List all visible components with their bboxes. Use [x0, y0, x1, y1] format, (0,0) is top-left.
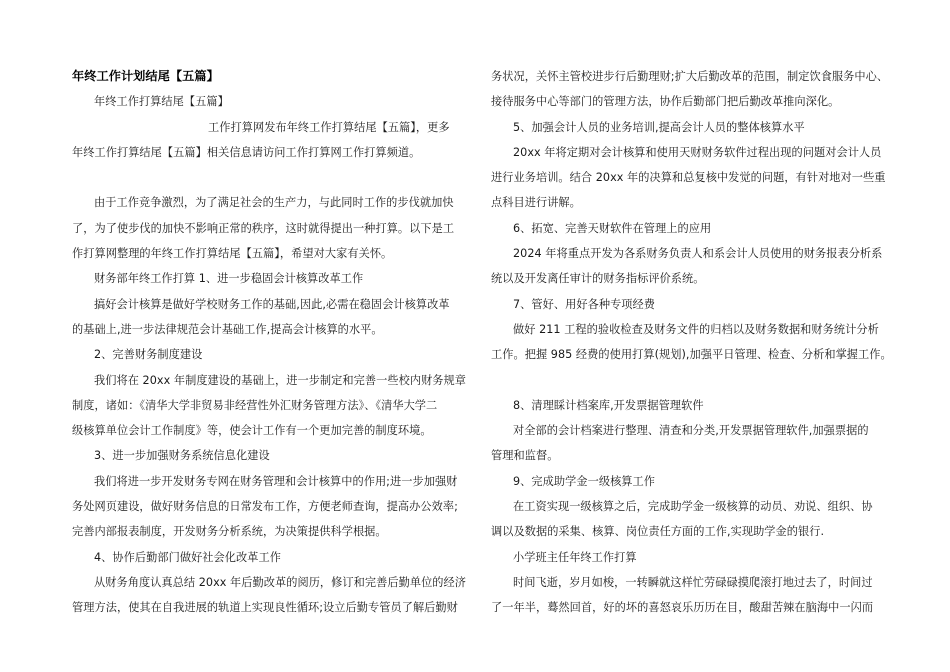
section-heading: 8、清理睬计档案库,开发票据管理软件 [513, 398, 704, 412]
left-column [72, 64, 467, 621]
paragraph-line: 搞好会计核算是做好学校财务工作的基础,因此,必需在稳固会计核算改革 [94, 297, 450, 311]
paragraph-line: 作打算网整理的年终工作打算结尾【五篇】，希望对大家有关怀。 [72, 247, 393, 261]
section-heading: 2、完善财务制度建设 [94, 348, 203, 362]
paragraph-line: 20xx 年将定期对会计核算和使用天财财务软件过程出现的问题对会计人员 [513, 145, 882, 159]
paragraph-line: 完善内部报表制度，开发财务分析系统，为决策提供科学根据。 [72, 525, 387, 539]
paragraph-line: 工作。把握 985 经费的使用打算(规划),加强平日管理、检查、分析和掌握工作。 [491, 348, 892, 362]
paragraph-line: 接待服务中心等部门的管理方法，协作后勤部门把后勤改革推向深化。 [491, 95, 840, 109]
section-heading: 4、协作后勤部门做好社会化改革工作 [94, 550, 281, 564]
paragraph-line: 对全部的会计档案进行整理、清查和分类,开发票据管理软件,加强票据的 [513, 424, 869, 438]
section-heading: 7、管好、用好各种专项经费 [513, 297, 656, 311]
paragraph-line: 调以及数据的采集、核算、岗位责任方面的工作,实现助学金的银行. [491, 525, 825, 539]
paragraph-line: 务处网页建设，做好财务信息的日常发布工作，方便老师查询，提高办公效率; [72, 500, 458, 514]
paragraph-line: 级核算单位会计工作制度》等，使会计工作有一个更加完善的制度环境。 [72, 424, 432, 438]
paragraph-line: 了一年半，蓦然回首，好的坏的喜怒哀乐历历在目，酸甜苦辣在脑海中一闪而 [491, 601, 874, 615]
paragraph-line: 工作打算网发布年终工作打算结尾【五篇】，更多 [208, 120, 450, 134]
paragraph-line: 我们将进一步开发财务专网在财务管理和会计核算中的作用;进一步加强财 [94, 474, 458, 488]
blank-line [491, 368, 883, 393]
section-heading: 5、加强会计人员的业务培训,提高会计人员的整体核算水平 [513, 120, 805, 134]
paragraph-line: 制度，诸如：《清华大学非贸易非经营性外汇财务管理方法》、《清华大学二 [72, 398, 438, 412]
paragraph-line: 由于工作竞争激烈，为了满足社会的生产力，与此同时工作的步伐就加快 [94, 196, 454, 210]
paragraph-line: 在工资实现一级核算之后，完成助学金一级核算的动员、劝说、组织、协 [513, 500, 873, 514]
paragraph-line: 做好 211 工程的验收检查及财务文件的归档以及财务数据和财务统计分析 [513, 322, 879, 336]
paragraph-line: 务状况，关怀主管校进步行后勤理财;扩大后勤改革的范围，制定饮食服务中心、 [491, 70, 889, 83]
paragraph-line: 进行业务培训。结合 20xx 年的决算和总复核中发觉的问题，有针对地对一些重 [491, 171, 886, 185]
paragraph-line: 年终工作打算结尾【五篇】相关信息请访问工作打算网工作打算频道。 [72, 145, 421, 159]
paragraph-line: 点科目进行讲解。 [491, 196, 581, 210]
blank-line [72, 165, 452, 190]
section-heading: 6、拓宽、完善天财软件在管理上的应用 [513, 221, 712, 235]
paragraph-line: 时间飞逝，岁月如梭，一转瞬就这样忙劳碌碌摸爬滚打地过去了，时间过 [513, 575, 873, 589]
section-heading: 小学班主任年终工作打算 [513, 550, 637, 564]
paragraph-line: 管理和监督。 [491, 449, 559, 463]
paragraph-line: 2024 年将重点开发为各系财务负责人和系会计人员使用的财务报表分析系 [513, 247, 883, 261]
paragraph-line: 统以及开发离任审计的财务指标评价系统。 [491, 272, 705, 286]
paragraph-line: 我们将在 20xx 年制度建设的基础上，进一步制定和完善一些校内财务规章 [94, 373, 467, 387]
section-heading: 财务部年终工作打算 1、进一步稳固会计核算改革工作 [94, 272, 364, 286]
paragraph-line: 管理方法，使其在自我进展的轨道上实现良性循环;设立后勤专管员了解后勤财 [72, 601, 458, 615]
paragraph-line: 了，为了使步伐的加快不影响正常的秩序，这时就得提出一种打算。以下是工 [72, 221, 455, 235]
document-title: 年终工作计划结尾【五篇】 [72, 69, 219, 83]
right-column [491, 64, 892, 621]
subtitle-line: 年终工作打算结尾【五篇】 [94, 95, 229, 109]
section-heading: 3、进一步加强财务系统信息化建设 [94, 449, 270, 463]
paragraph-line: 从财务角度认真总结 20xx 年后勤改革的阅历，修订和完善后勤单位的经济 [94, 575, 467, 589]
paragraph-line: 的基础上,进一步法律规范会计基础工作,提高会计核算的水平。 [72, 322, 383, 336]
section-heading: 9、完成助学金一级核算工作 [513, 474, 656, 488]
